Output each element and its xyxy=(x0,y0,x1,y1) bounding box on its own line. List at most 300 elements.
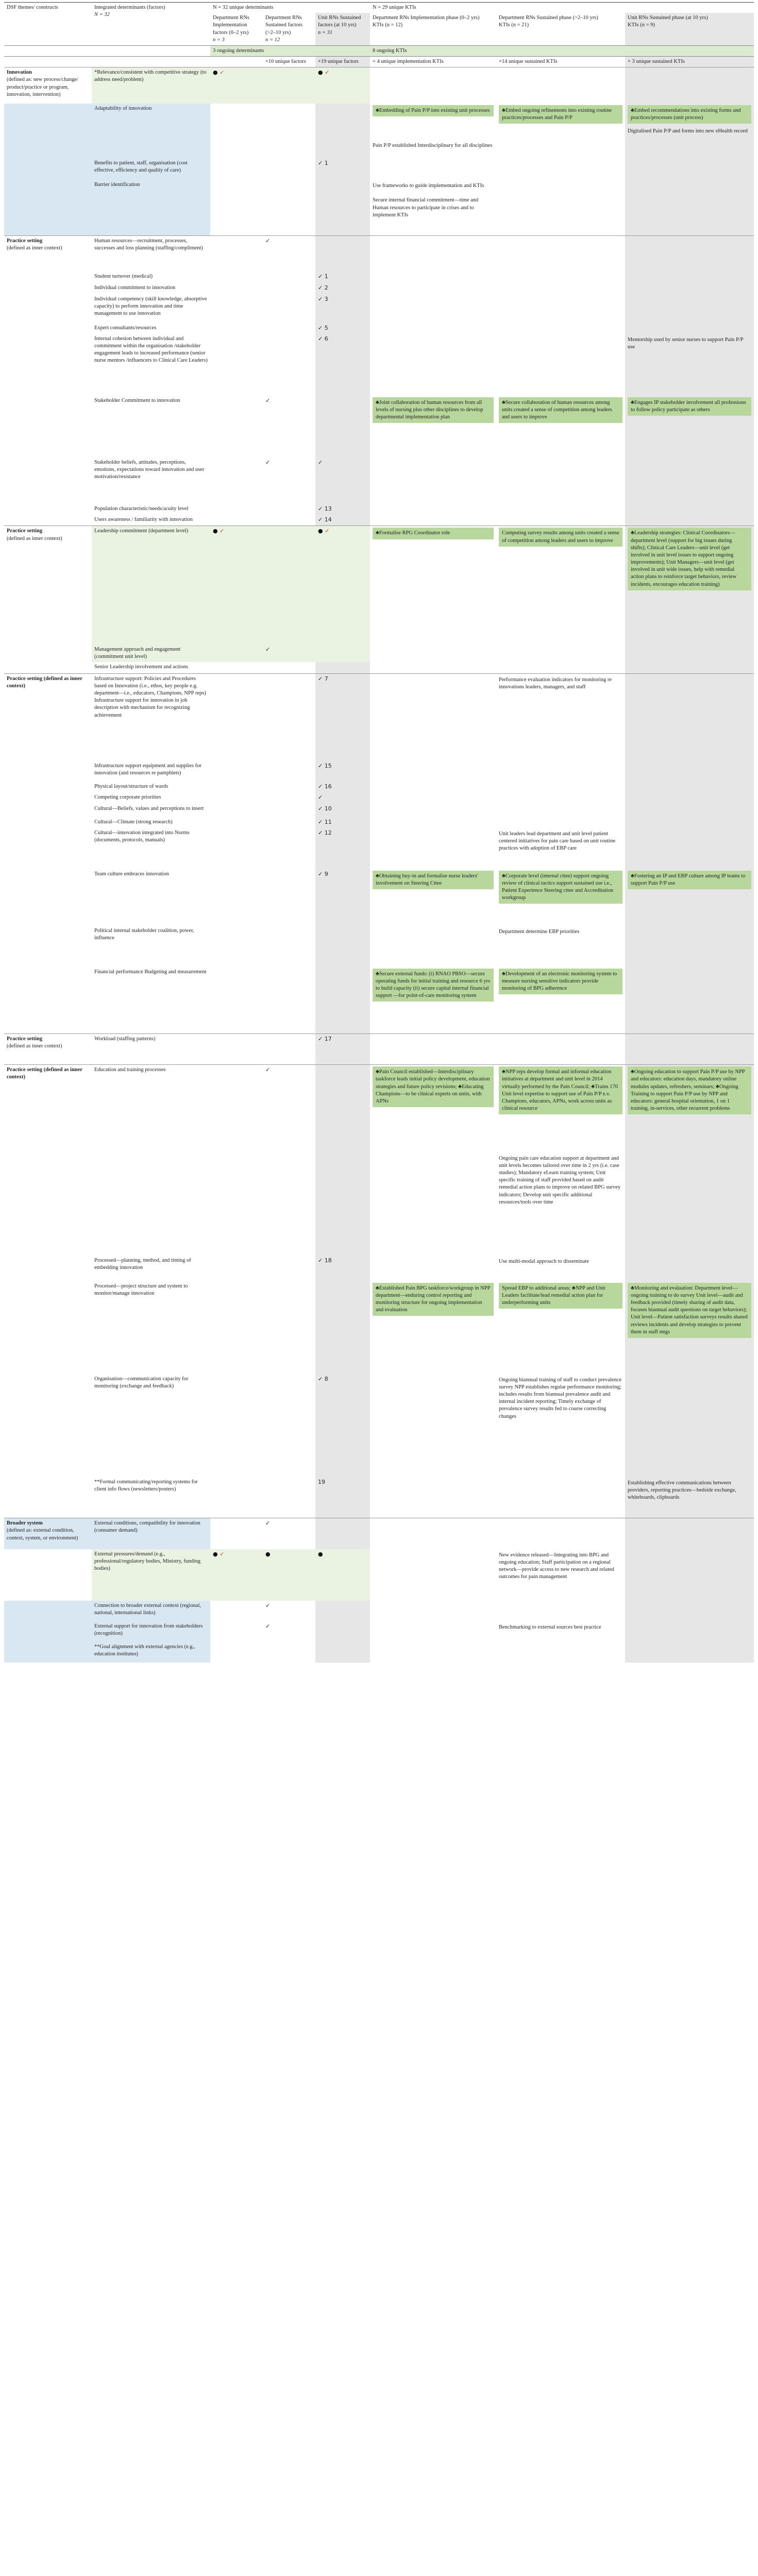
kti-dept-sust-cell xyxy=(496,104,625,140)
dsf-cell xyxy=(4,526,92,645)
table-row xyxy=(4,662,754,673)
dept-impl-mark xyxy=(210,526,263,645)
table-row xyxy=(4,1549,754,1601)
kti-unit-sust-cell xyxy=(625,294,754,323)
dsf-cell xyxy=(4,235,92,272)
kti-dept-impl-cell xyxy=(370,504,496,515)
kti-unit-sust-cell xyxy=(625,396,754,457)
kti-dept-sust-cell xyxy=(496,1601,625,1621)
kti-dept-sust-cell xyxy=(496,804,625,817)
factor-mark: ✓ xyxy=(265,1602,271,1609)
factor-mark: ✓ 2 xyxy=(318,284,328,292)
dept-sust-n: n = 12 xyxy=(265,37,280,43)
dept-sust-mark xyxy=(263,1065,315,1153)
dept-sust-mark xyxy=(263,645,315,662)
kti-unit-sust-cell xyxy=(625,1065,754,1153)
dept-sust-mark xyxy=(263,869,315,926)
kti-dept-impl-cell xyxy=(370,283,496,294)
dept-sust-mark xyxy=(263,104,315,140)
table-row xyxy=(4,396,754,457)
table-row xyxy=(4,1518,754,1549)
dept-sust-mark xyxy=(263,515,315,526)
kti-dept-sust-cell xyxy=(496,515,625,526)
kti-text: Establishing effective communications between providers, reporting practices—bedside exchange, whiteboards, clipboards xyxy=(628,1480,736,1501)
table-row xyxy=(4,1477,754,1518)
unit-sust-mark xyxy=(315,194,370,235)
dept-sust-mark xyxy=(263,1477,315,1518)
factor-mark: ✓ xyxy=(265,397,271,404)
kti-text: ♣Pain Council established—Interdisciplinary taskforce leads initial policy development, education strategies and future policy revisions; ♣Educating Champions—to be clinical experts on units, with APNs xyxy=(373,1066,494,1107)
kti-dept-impl-cell xyxy=(370,104,496,140)
unit-sust-mark xyxy=(315,817,370,828)
dept-sust-mark xyxy=(263,504,315,515)
dept-impl-mark xyxy=(210,1549,263,1601)
dept-sust-mark xyxy=(263,1518,315,1549)
determinant-cell: Processed—planning, method, and timing of embedding innovation xyxy=(94,1257,191,1270)
unit-sust-mark xyxy=(315,140,370,158)
kti-text: Use frameworks to guide implementation and KTIs xyxy=(373,183,484,189)
kti-dept-impl-cell xyxy=(370,1642,496,1663)
dept-sust-mark xyxy=(263,235,315,272)
dept-impl-mark xyxy=(210,792,263,803)
kti-unit-sust-cell xyxy=(625,515,754,526)
kti-unit-sust-cell xyxy=(625,926,754,967)
dsf-definition: (defined as: external condition, context, system, or environment) xyxy=(7,1528,78,1541)
kti-text: ♣Joint collaboration of human resources from all levels of nursing plus other disciplines to develop departmental implementation plan xyxy=(373,397,494,423)
factor-mark: ✓ xyxy=(265,237,271,244)
factor-mark: ✓ 17 xyxy=(318,1036,332,1043)
kti-dept-impl-cell xyxy=(370,334,496,396)
kti-unit-sust-cell xyxy=(625,662,754,673)
kti-text: ♣NPP reps develop formal and informal education initiatives at department and unit level in 2014 virtually performed by the Pain Council; ♣Trains 170 Unit level expertise to support use of Pain P/P e.v. Champions, educators, APNs, work across units as clinical resource xyxy=(499,1066,622,1114)
kti-unit-sust-cell xyxy=(625,1281,754,1374)
table-row xyxy=(4,645,754,662)
kti-dept-sust-cell xyxy=(496,1153,625,1256)
kti-text: ♣Secure external funds: (i) RNAO PBSO—secure operating funds for initial training and resource 6 yrs to build capacity (ii) secure capital internal financial support —for point-of-care monitoring system xyxy=(373,969,494,1002)
dept-impl-mark xyxy=(210,1153,263,1256)
kti-text: ♣Ongoing education to support Pain P/P use by NPP and educators: education days, mandatory online modules updates, refreshers, seminars; ♣Ongoing Training to support Pain P/P use by NPP and educators: general hospital orientation, 1 on 1 training, in-services, other recurrent problems xyxy=(628,1066,751,1114)
unit-sust-mark xyxy=(315,323,370,334)
kti-dept-impl-cell xyxy=(370,180,496,194)
kti-text: ♣Corporate level (internal cttee) support ongoing review of clinical tactics support sustained use i.e., Patient Experience Steering cttee and Accreditation workgroup xyxy=(499,871,622,904)
group-determinants-header: N = 32 unique determinants xyxy=(210,3,370,13)
factor-mark: ✓ 7 xyxy=(318,675,328,682)
dept-sust-mark xyxy=(263,140,315,158)
factor-mark: ✓ 14 xyxy=(318,516,332,523)
kti-dept-sust-cell xyxy=(496,283,625,294)
kti-text: ♣Established Pain BPG taskforce/workgroup in NPP department—enduring control reporting and monitoring structure for ongoing implementation and evaluation xyxy=(373,1283,494,1316)
dept-sust-mark xyxy=(263,334,315,396)
unit-sust-mark xyxy=(315,926,370,967)
unit-sust-mark xyxy=(315,1374,370,1477)
dept-impl-mark xyxy=(210,283,263,294)
factor-mark: ● ✓ xyxy=(318,69,330,76)
dept-impl-mark xyxy=(210,804,263,817)
determinant-cell: *Relevance/consistent with competitive strategy (to address need/problem) xyxy=(92,67,210,104)
dept-impl-mark xyxy=(210,926,263,967)
table-row xyxy=(4,804,754,817)
determinant-cell: Individual competency (skill knowledge, absorptive capacity) to perform innovation and time management to use innovation xyxy=(94,296,207,316)
unit-sust-mark xyxy=(315,457,370,504)
unit-sust-mark xyxy=(315,1256,370,1281)
dept-sust-mark xyxy=(263,272,315,283)
dsf-cell xyxy=(4,869,92,926)
kti-unit-sust-cell xyxy=(625,817,754,828)
kti-dept-sust-cell xyxy=(496,1034,625,1065)
dsf-cell xyxy=(4,792,92,803)
determinant-cell: External conditions, compatibility for innovation (consumer demand) xyxy=(92,1518,210,1549)
factor-mark: ✓ 5 xyxy=(318,324,328,331)
kti-dept-sust-cell xyxy=(496,504,625,515)
kti-text: Benchmarking to external sources best practice xyxy=(499,1624,601,1630)
kti-text: ♣Formalise RPG Coordinator role xyxy=(373,528,494,539)
determinant-cell: Internal cohesion between individual and commitment within the organisation /stakeholder engagement leads to increased performance (senior nurse mentors /influencers to Clinical Care Leaders) xyxy=(94,335,208,364)
dsf-cell xyxy=(4,1281,92,1374)
kti-dept-sust-cell xyxy=(496,1518,625,1549)
kti-dept-sust-cell xyxy=(496,673,625,761)
determinant-cell: Organisation—communication capacity for monitoring (exchange and feedback) xyxy=(94,1376,189,1389)
determinant-cell: External support for innovation from stakeholders (recognition) xyxy=(92,1621,210,1642)
kti-dept-sust-cell xyxy=(496,967,625,1034)
kti-dept-impl-cell xyxy=(370,1256,496,1281)
kti-dept-impl-n: KTIs (n = 12) xyxy=(373,22,403,28)
unit-sust-mark xyxy=(315,1621,370,1642)
determinant-cell: Competing corporate priorities xyxy=(94,794,161,801)
dept-sust-mark xyxy=(263,396,315,457)
dsf-cell xyxy=(4,645,92,662)
dept-sust-mark xyxy=(263,782,315,792)
kti-dept-sust-label: Department RNs Sustained phase (>2–10 yrs) xyxy=(499,15,598,21)
kti-unit-sust-n: KTIs (n = 9) xyxy=(628,22,655,28)
dsf-cell xyxy=(4,457,92,504)
kti-unit-sust-cell xyxy=(625,457,754,504)
dept-sust-mark xyxy=(263,1256,315,1281)
kti-text: ♣Embed ongoing refinements into existing routine practices/processes and Pain P/P xyxy=(499,105,622,124)
dept-impl-mark xyxy=(210,1518,263,1549)
dept-impl-mark xyxy=(210,1374,263,1477)
factor-mark: ✓ 6 xyxy=(318,335,328,342)
dsf-cell xyxy=(4,283,92,294)
kti-dept-impl-cell xyxy=(370,457,496,504)
kti-unit-sust-cell xyxy=(625,180,754,194)
kti-unit-sust-cell xyxy=(625,235,754,272)
kti-text: ♣Fostering an IP and EBP culture among IP teams to support Pain P/P use xyxy=(628,871,751,889)
dept-impl-mark xyxy=(210,504,263,515)
table-row xyxy=(4,673,754,761)
dept-impl-mark xyxy=(210,67,263,104)
determinant-cell: Population characteristic/needs/acuity level xyxy=(94,505,189,512)
kti-dept-impl-cell xyxy=(370,158,496,180)
factor-mark: ✓ xyxy=(265,646,271,653)
dsf-cell xyxy=(4,782,92,792)
dsf-cell xyxy=(4,926,92,967)
factor-mark: ✓ 13 xyxy=(318,505,332,512)
dept-sust-mark xyxy=(263,673,315,761)
kti-unit-sust-cell xyxy=(625,967,754,1034)
kti-dept-sust-cell xyxy=(496,662,625,673)
dept-impl-header xyxy=(210,13,263,45)
dsf-cell xyxy=(4,194,92,235)
factor-mark: ✓ 18 xyxy=(318,1257,332,1264)
kti-unit-sust-cell xyxy=(625,869,754,926)
table-row xyxy=(4,457,754,504)
kti-unit-sust-cell xyxy=(625,1034,754,1065)
unit-sust-mark xyxy=(315,526,370,645)
dept-impl-mark xyxy=(210,782,263,792)
dept-impl-mark xyxy=(210,662,263,673)
dept-sust-mark xyxy=(263,158,315,180)
kti-text: Pain P/P established Interdisciplinary for all disciplines xyxy=(373,143,493,149)
kti-dept-impl-label: Department RNs Implementation phase (0–2 yrs) xyxy=(373,15,480,21)
kti-text: ♣Monitoring and evaluation: Department level—ongoing training to do survey Unit level—audit and feedback provided (timely sharing of audit data, focuses biannual audit questions on target behaviors); Unit level—Patient satisfaction surveys results shared reviews incidents and develop strategies to prevent them in staff mtgs xyxy=(628,1283,751,1338)
dsf-cell xyxy=(4,1477,92,1518)
dsf-cell xyxy=(4,396,92,457)
dsf-cell xyxy=(4,272,92,283)
kti-dept-sust-cell xyxy=(496,1642,625,1663)
dsf-theme: Practice setting (defined as inner context) xyxy=(7,1067,82,1080)
kti-text: ♣Embedding of Pain P/P into existing unit processes xyxy=(373,105,494,116)
dept-sust-mark xyxy=(263,817,315,828)
dept-impl-label: Department RNs Implementation factors (0–2 yrs) xyxy=(213,15,249,36)
kti-dept-impl-cell xyxy=(370,761,496,782)
kti-dept-sust-cell xyxy=(496,817,625,828)
kti-dept-impl-cell xyxy=(370,645,496,662)
unique-kti-unit: + 3 unique sustained KTIs xyxy=(625,57,754,67)
determinant-cell: Individual commitment to innovation xyxy=(94,285,176,291)
unit-sust-mark xyxy=(315,1034,370,1065)
dept-impl-mark xyxy=(210,1601,263,1621)
unit-sust-mark xyxy=(315,180,370,194)
ongoing-ktis: 8 ongoing KTIs xyxy=(370,45,754,56)
kti-text: Spread EBP to additional areas; ♣NPP and Unit Leaders facilitate/lead remedial action plan for underperforming units xyxy=(499,1283,622,1309)
kti-dept-impl-cell xyxy=(370,1549,496,1601)
unit-sust-mark xyxy=(315,504,370,515)
dept-sust-mark xyxy=(263,1281,315,1374)
kti-dept-impl-cell xyxy=(370,1153,496,1256)
table-row xyxy=(4,1374,754,1477)
factor-mark: ✓ 15 xyxy=(318,762,332,770)
factor-mark: ✓ 16 xyxy=(318,783,332,790)
dept-impl-mark xyxy=(210,104,263,140)
unit-sust-mark xyxy=(315,1518,370,1549)
unit-sust-mark xyxy=(315,67,370,104)
dept-sust-mark xyxy=(263,662,315,673)
table-row xyxy=(4,67,754,104)
kti-text: Ongoing biannual training of staff to conduct prevalence survey NPP establishes regular performance monitoring; includes results from biannual prevalence audit and internal incident reporting; Timely exchange of prevalence survey results fed to course correcting changes xyxy=(499,1377,622,1419)
table-row xyxy=(4,235,754,272)
kti-dept-sust-cell xyxy=(496,792,625,803)
dsf-cell xyxy=(4,140,92,158)
dept-impl-mark xyxy=(210,396,263,457)
determinant-cell: Connection to broader external context (regional, national, international links) xyxy=(92,1601,210,1621)
unit-sust-mark xyxy=(315,1153,370,1256)
kti-text: ♣Obtaining buy-in and formalise nurse leaders' involvement on Steering Cttee xyxy=(373,871,494,889)
table-row xyxy=(4,158,754,180)
kti-unit-sust-cell xyxy=(625,272,754,283)
determinant-cell: Infrastructure support equipment and supplies for innovation (and resources re pamphlets) xyxy=(94,763,201,776)
unit-sust-mark xyxy=(315,967,370,1034)
kti-text: ♣Secure collaboration of human resources among units created a sense of competition among leaders and users to improve xyxy=(499,397,622,423)
kti-dept-sust-cell xyxy=(496,396,625,457)
determinant-cell: Adaptability of innovation xyxy=(92,104,210,140)
dept-sust-mark xyxy=(263,804,315,817)
unit-sust-mark xyxy=(315,158,370,180)
col-dsf-header: DSF themes/ constructs xyxy=(4,3,92,46)
kti-dept-impl-cell xyxy=(370,1601,496,1621)
dept-sust-mark xyxy=(263,926,315,967)
kti-dept-impl-cell xyxy=(370,869,496,926)
dept-impl-mark xyxy=(210,645,263,662)
unit-sust-mark xyxy=(315,1549,370,1601)
dept-impl-n: n = 3 xyxy=(213,37,225,43)
dsf-theme: Innovation xyxy=(7,70,32,76)
kti-dept-impl-cell xyxy=(370,817,496,828)
table-row xyxy=(4,194,754,235)
col-determinants-title: Integrated determinants (factors) xyxy=(94,5,165,10)
dept-impl-mark xyxy=(210,140,263,158)
dept-impl-mark xyxy=(210,1256,263,1281)
dsf-cell xyxy=(4,67,92,104)
determinant-cell: Management approach and engagement (commitment unit level) xyxy=(92,645,210,662)
kti-unit-sust-cell xyxy=(625,1153,754,1256)
kti-dept-sust-cell xyxy=(496,1374,625,1477)
kti-text: Mentorship used by senior nurses to support Pain P/P use xyxy=(628,336,744,350)
determinant-cell: Benefits to patient, staff, organisation (cost effective, efficiency and quality of care) xyxy=(92,158,210,180)
dept-impl-mark xyxy=(210,828,263,869)
kti-dept-sust-cell xyxy=(496,869,625,926)
unique-dept-sust: +10 unique factors xyxy=(265,59,306,65)
unit-sust-header xyxy=(315,13,370,45)
dept-sust-mark xyxy=(263,1621,315,1642)
group-ktis-header: N = 29 unique KTIs xyxy=(370,3,754,13)
dept-sust-mark xyxy=(263,1601,315,1621)
factor-mark: ✓ 12 xyxy=(318,829,332,836)
unit-sust-label: Unit RNs Sustained factors (at 10 yrs) xyxy=(318,15,361,28)
kti-dept-sust-cell xyxy=(496,180,625,194)
dept-impl-mark xyxy=(210,1065,263,1153)
dsf-cell xyxy=(4,294,92,323)
determinant-cell: **Formal communicating/reporting systems for client info flows (newsletters/posters) xyxy=(94,1479,198,1492)
kti-dept-impl-cell xyxy=(370,272,496,283)
unique-unit-sust: +19 unique factors xyxy=(315,57,370,67)
factor-mark: ● xyxy=(318,1550,323,1557)
determinant-cell: Cultural—Climate (strong research) xyxy=(94,819,173,825)
unit-sust-mark xyxy=(315,804,370,817)
kti-dept-sust-cell xyxy=(496,140,625,158)
factor-mark: ✓ 11 xyxy=(318,818,332,825)
kti-unit-sust-cell xyxy=(625,1621,754,1642)
table-row xyxy=(4,828,754,869)
table-row xyxy=(4,294,754,323)
table-row xyxy=(4,817,754,828)
unit-sust-mark xyxy=(315,334,370,396)
kti-dept-sust-cell xyxy=(496,761,625,782)
table-body xyxy=(4,67,754,1663)
kti-unit-sust-cell xyxy=(625,1642,754,1663)
dept-sust-header xyxy=(263,13,315,45)
dsf-cell xyxy=(4,1374,92,1477)
dept-sust-mark xyxy=(263,180,315,194)
determinant-cell: Leadership commitment (department level) xyxy=(92,526,210,645)
dsf-theme: Broader system xyxy=(7,1520,43,1527)
dept-impl-mark xyxy=(210,334,263,396)
dept-impl-mark xyxy=(210,272,263,283)
factor-mark: ✓ 3 xyxy=(318,295,328,302)
dept-impl-mark xyxy=(210,1477,263,1518)
kti-dept-impl-cell xyxy=(370,515,496,526)
unit-sust-mark xyxy=(315,1642,370,1663)
table-row xyxy=(4,180,754,194)
kti-dept-sust-cell xyxy=(496,645,625,662)
dept-impl-mark xyxy=(210,158,263,180)
kti-dept-sust-header xyxy=(496,13,625,45)
dept-sust-mark xyxy=(263,761,315,782)
unit-sust-mark xyxy=(315,761,370,782)
dsf-cell xyxy=(4,1153,92,1256)
kti-unit-sust-cell xyxy=(625,782,754,792)
unit-sust-mark xyxy=(315,1065,370,1153)
dept-sust-mark xyxy=(263,323,315,334)
determinant-cell: Users awareness / familiarity with innovation xyxy=(94,516,193,522)
determinant-cell: Processed—project structure and system to monitor/manage innovation xyxy=(94,1283,188,1296)
kti-dept-impl-cell xyxy=(370,235,496,272)
kti-dept-sust-cell xyxy=(496,926,625,967)
determinant-cell: Physical layout/structure of wards xyxy=(94,784,169,790)
dsf-theme: Practice setting xyxy=(7,238,43,244)
determinant-cell: Political internal stakeholder coalition, power, influence xyxy=(94,927,194,941)
dept-impl-mark xyxy=(210,1642,263,1663)
table-row xyxy=(4,792,754,803)
kti-dept-impl-cell xyxy=(370,967,496,1034)
unit-sust-mark xyxy=(315,828,370,869)
unit-sust-mark xyxy=(315,235,370,272)
table-row xyxy=(4,761,754,782)
kti-unit-sust-cell xyxy=(625,283,754,294)
determinant-cell: Cultural—innovation integrated into Norms (documents, protocols, manuals) xyxy=(94,829,190,843)
dept-sust-mark xyxy=(263,294,315,323)
factor-mark: ✓ 1 xyxy=(318,273,328,280)
unit-sust-mark xyxy=(315,1477,370,1518)
dept-impl-mark xyxy=(210,761,263,782)
factor-mark: ✓ xyxy=(265,1622,271,1630)
kti-dept-impl-cell xyxy=(370,1518,496,1549)
dept-sust-mark xyxy=(263,1374,315,1477)
kti-text: Use multi-modal approach to disseminate xyxy=(499,1258,589,1264)
determinant-cell: External pressures/demand (e.g., professional/regulatory bodies, Ministry, funding bodies) xyxy=(92,1549,210,1601)
table-row xyxy=(4,1281,754,1374)
kti-text: ♣Leadership strategies: Clinical Coordinators—department level (support for big issues during shifts); Clinical Care Leaders—unit level (get involved in unit level issues to support ongoing improvements); Unit Managers—unit level (get involved in unit wide issues, help with remedial action plans to reinforce target behaviors, review incidents, encourages education training) xyxy=(628,528,751,590)
kti-unit-sust-cell xyxy=(625,804,754,817)
dsf-table xyxy=(4,2,754,1663)
dsf-cell xyxy=(4,1601,92,1621)
dsf-cell xyxy=(4,1256,92,1281)
unit-sust-mark xyxy=(315,104,370,140)
kti-dept-sust-cell xyxy=(496,526,625,645)
dept-impl-mark xyxy=(210,1034,263,1065)
kti-text: ♣Engages IP stakeholder involvement all professions to follow policy participate as others xyxy=(628,397,751,416)
ongoing-band xyxy=(4,45,754,56)
kti-dept-sust-n: KTIs (n = 21) xyxy=(499,22,529,28)
table-row xyxy=(4,323,754,334)
kti-unit-sust-cell xyxy=(625,1601,754,1621)
kti-dept-impl-cell xyxy=(370,294,496,323)
dsf-cell xyxy=(4,761,92,782)
dept-sust-label: Department RNs Sustained factors (>2–10 yrs) xyxy=(265,15,303,36)
dsf-definition: (defined as: new process/change/ product/practice or program, innovation, intervention) xyxy=(7,77,79,97)
table-row xyxy=(4,334,754,396)
dsf-cell xyxy=(4,180,92,194)
dsf-cell xyxy=(4,828,92,869)
